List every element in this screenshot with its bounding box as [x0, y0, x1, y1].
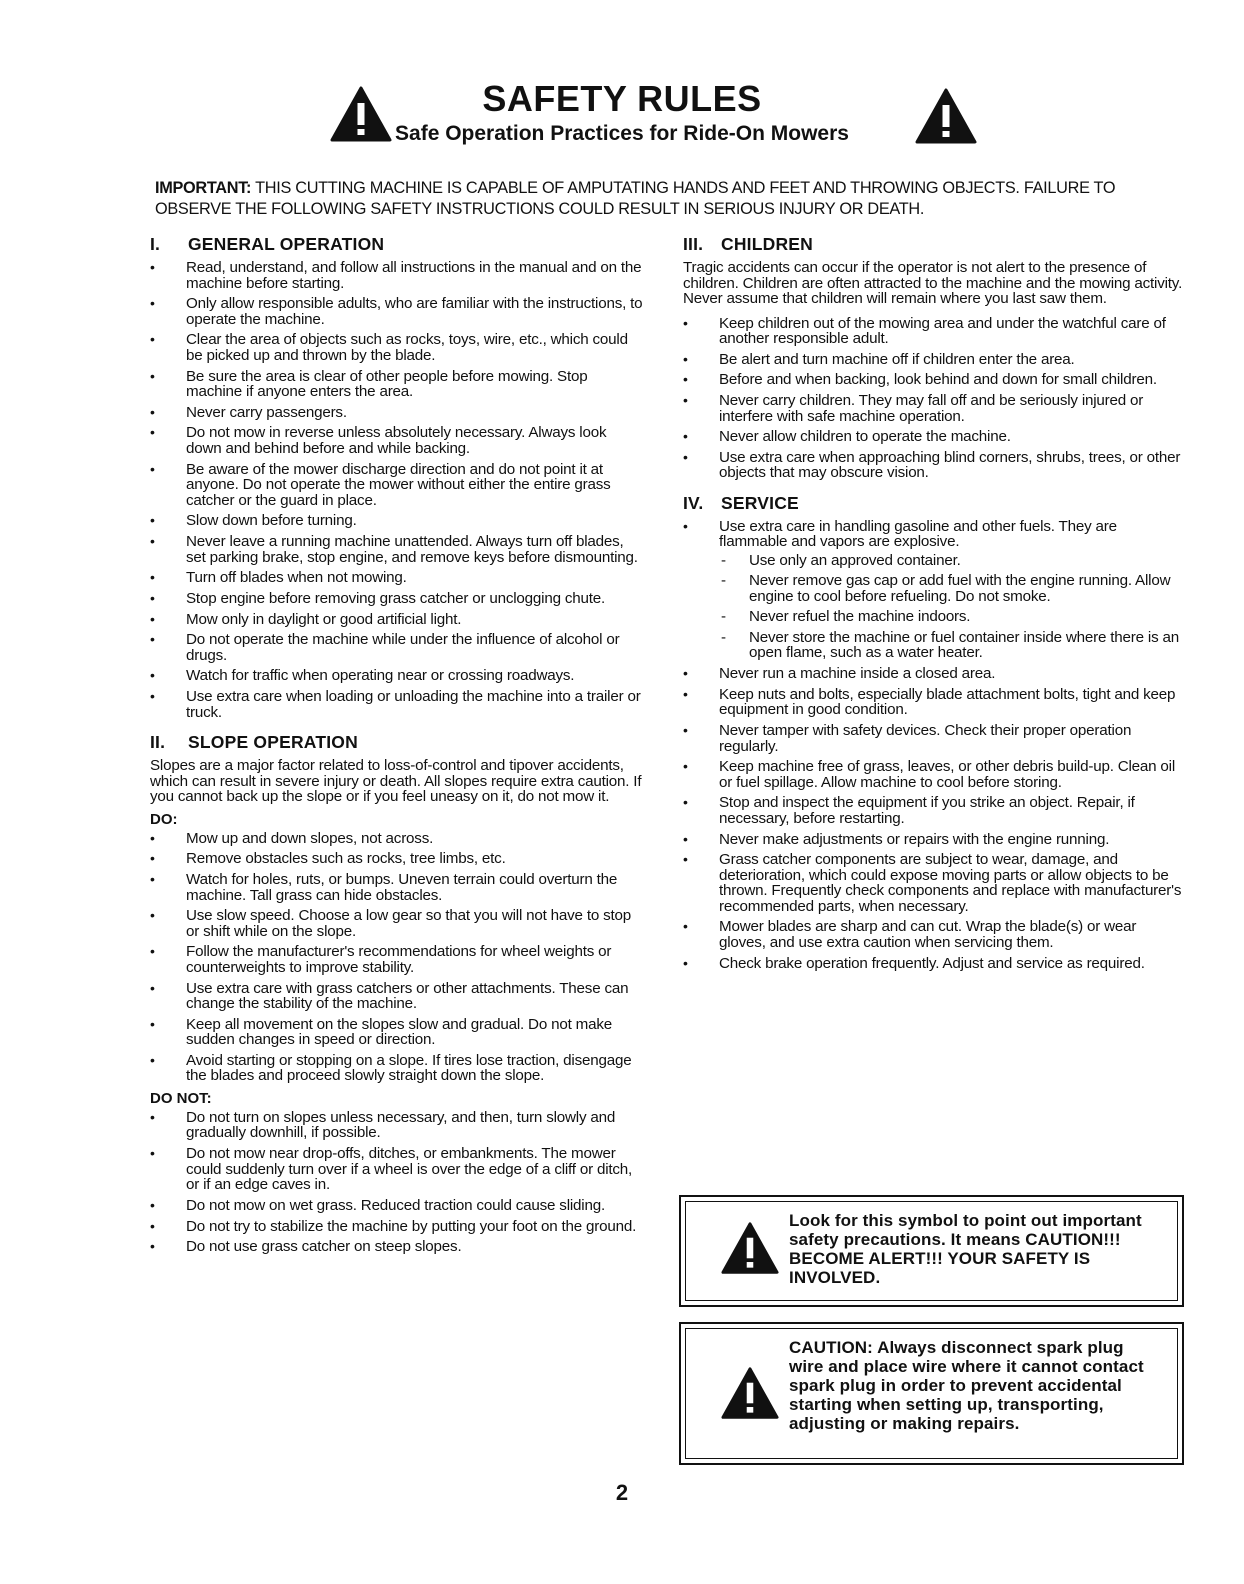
- caution-box-text: CAUTION: Always disconnect spark plug wire and place wire where it cannot contact spark plug in order to prevent accidental starting when setting up, transporting, adjusting or making repairs.: [789, 1338, 1144, 1433]
- list-item: • Watch for traffic when operating near or crossing roadways.: [150, 668, 645, 684]
- list-item: • Keep machine free of grass, leaves, or other debris build-up. Clean oil or fuel spillage. Allow machine to cool before storing.: [683, 759, 1183, 790]
- section-number: IV.: [683, 492, 704, 513]
- list-item: • Follow the manufacturer's recommendations for wheel weights or counterweights to improve stability.: [150, 944, 645, 975]
- list-item: • Never run a machine inside a closed area.: [683, 666, 1183, 682]
- list-item: • Use extra care when approaching blind corners, shrubs, trees, or other objects that may obscure vision.: [683, 450, 1183, 481]
- section-number: III.: [683, 234, 704, 254]
- children-list: [683, 316, 1183, 481]
- important-text: THIS CUTTING MACHINE IS CAPABLE OF AMPUTATING HANDS AND FEET AND THROWING OBJECTS. FAILURE TO OBSERVE THE FOLLOWING SAFETY INSTRUCTIONS COULD RESULT IN SERIOUS INJURY OR DEATH.: [155, 179, 1116, 218]
- list-item: • Be alert and turn machine off if children enter the area.: [683, 352, 1183, 368]
- warning-triangle-icon: [721, 1221, 779, 1275]
- list-item: • Do not mow near drop-offs, ditches, or embankments. The mower could suddenly turn over if a wheel is over the edge of a cliff or ditch, or if an edge caves in.: [150, 1146, 645, 1193]
- list-item: • Never make adjustments or repairs with the engine running.: [683, 832, 1183, 848]
- list-item: • Use slow speed. Choose a low gear so that you will not have to stop or shift while on the slope.: [150, 908, 645, 939]
- section-heading-slope: [150, 732, 645, 753]
- list-item: • Keep children out of the mowing area and under the watchful care of another responsible adult.: [683, 316, 1183, 347]
- section-title: GENERAL OPERATION: [188, 234, 385, 254]
- section-title: SERVICE: [721, 492, 799, 513]
- list-item: • Stop engine before removing grass catcher or unclogging chute.: [150, 591, 645, 607]
- section-title: CHILDREN: [721, 234, 814, 254]
- service-list: [683, 519, 1183, 971]
- slope-intro: Slopes are a major factor related to loss-of-control and tipover accidents, which can result in severe injury or death. All slopes require extra caution. If you cannot back up the slope or if you feel uneasy on it, do not mow it.: [150, 757, 642, 806]
- slope-do-not-list: [150, 1110, 645, 1255]
- list-item: • Watch for holes, ruts, or bumps. Uneven terrain could overturn the machine. Tall grass can hide obstacles.: [150, 872, 645, 903]
- sub-list-item: - Use only an approved container.: [719, 553, 1183, 569]
- list-item: • Remove obstacles such as rocks, tree limbs, etc.: [150, 851, 645, 867]
- section-title: SLOPE OPERATION: [188, 732, 358, 753]
- general-operation-list: [150, 260, 645, 720]
- sub-list-item: - Never refuel the machine indoors.: [719, 609, 1183, 625]
- section-number: II.: [150, 732, 166, 753]
- list-item: • Check brake operation frequently. Adjust and service as required.: [683, 956, 1183, 972]
- page-title: SAFETY RULES: [482, 78, 762, 119]
- list-item: • Do not use grass catcher on steep slopes.: [150, 1239, 645, 1255]
- list-item: • Never tamper with safety devices. Check their proper operation regularly.: [683, 723, 1183, 754]
- list-item: • Mower blades are sharp and can cut. Wrap the blade(s) or wear gloves, and use extra caution when servicing them.: [683, 919, 1183, 950]
- list-item: • Do not mow in reverse unless absolutely necessary. Always look down and behind before and while backing.: [150, 425, 645, 456]
- list-item: • Never leave a running machine unattended. Always turn off blades, set parking brake, stop engine, and remove keys before dismounting.: [150, 534, 645, 565]
- list-item: • Never allow children to operate the machine.: [683, 429, 1183, 445]
- page-subtitle: Safe Operation Practices for Ride-On Mowers: [395, 122, 849, 145]
- list-item: • Do not mow on wet grass. Reduced traction could cause sliding.: [150, 1198, 645, 1214]
- do-not-label: DO NOT:: [150, 1089, 212, 1107]
- page-number: 2: [615, 1480, 629, 1505]
- list-item: • Do not operate the machine while under the influence of alcohol or drugs.: [150, 632, 645, 663]
- list-item: • Be sure the area is clear of other people before mowing. Stop machine if anyone enters the area.: [150, 369, 645, 400]
- list-item: • Be aware of the mower discharge direction and do not point it at anyone. Do not operate the mower without either the entire grass catcher or the guard in place.: [150, 462, 645, 509]
- list-item: [683, 519, 1183, 661]
- list-item: • Slow down before turning.: [150, 513, 645, 529]
- list-item: • Do not turn on slopes unless necessary, and then, turn slowly and gradually downhill, if possible.: [150, 1110, 645, 1141]
- section-heading-children: [683, 234, 1183, 255]
- children-intro: Tragic accidents can occur if the operator is not alert to the presence of children. Children are often attracted to the machine and the mowing activity. Never assume that children will remain where you last saw them.: [683, 259, 1183, 307]
- sub-list-item: - Never remove gas cap or add fuel with the engine running. Allow engine to cool before refueling. Do not smoke.: [719, 573, 1183, 604]
- right-column: [683, 230, 1183, 976]
- warning-triangle-icon: [721, 1366, 779, 1420]
- list-item: • Keep nuts and bolts, especially blade attachment bolts, tight and keep equipment in good condition.: [683, 687, 1183, 718]
- list-item: • Mow up and down slopes, not across.: [150, 831, 645, 847]
- section-heading-service: [683, 493, 1183, 514]
- section-number: I.: [150, 234, 161, 254]
- list-item: • Grass catcher components are subject to wear, damage, and deterioration, which could expose moving parts or allow objects to be thrown. Frequently check components and replace with manufacturer's recommended parts, when necessary.: [683, 852, 1183, 914]
- list-item: • Use extra care with grass catchers or other attachments. These can change the stability of the machine.: [150, 981, 645, 1012]
- list-item: • Never carry children. They may fall off and be seriously injured or interfere with safe machine operation.: [683, 393, 1183, 424]
- symbol-box-text: Look for this symbol to point out important safety precautions. It means CAUTION!!! BECOME ALERT!!! YOUR SAFETY IS INVOLVED.: [789, 1211, 1142, 1287]
- list-item: • Only allow responsible adults, who are familiar with the instructions, to operate the machine.: [150, 296, 645, 327]
- list-item: • Do not try to stabilize the machine by putting your foot on the ground.: [150, 1219, 645, 1235]
- section-heading-general: [150, 234, 645, 255]
- left-column: [150, 230, 645, 1260]
- list-item: • Avoid starting or stopping on a slope. If tires lose traction, disengage the blades and proceed slowly straight down the slope.: [150, 1053, 645, 1084]
- warning-triangle-icon: [915, 88, 977, 144]
- page-header: [0, 78, 1244, 158]
- list-item: • Use extra care when loading or unloading the machine into a trailer or truck.: [150, 689, 645, 720]
- caution-box: [679, 1322, 1184, 1465]
- list-item: • Never carry passengers.: [150, 405, 645, 421]
- list-item: • Keep all movement on the slopes slow and gradual. Do not make sudden changes in speed or direction.: [150, 1017, 645, 1048]
- sub-list-item: - Never store the machine or fuel container inside where there is an open flame, such as a water heater.: [719, 630, 1183, 661]
- list-item: • Read, understand, and follow all instructions in the manual and on the machine before starting.: [150, 260, 645, 291]
- list-item: • Clear the area of objects such as rocks, toys, wire, etc., which could be picked up and thrown by the blade.: [150, 332, 645, 363]
- important-label: IMPORTANT:: [155, 179, 252, 197]
- safety-symbol-box: [679, 1195, 1184, 1307]
- fuel-sublist: [719, 553, 1183, 661]
- list-item: • Stop and inspect the equipment if you strike an object. Repair, if necessary, before restarting.: [683, 795, 1183, 826]
- do-label: DO:: [150, 810, 178, 828]
- list-item: • Before and when backing, look behind and down for small children.: [683, 372, 1183, 388]
- important-notice: [155, 178, 1185, 220]
- list-item: • Turn off blades when not mowing.: [150, 570, 645, 586]
- slope-do-list: [150, 831, 645, 1084]
- fuel-item-text: Use extra care in handling gasoline and other fuels. They are flammable and vapors are explosive.: [719, 517, 1117, 551]
- list-item: • Mow only in daylight or good artificial light.: [150, 612, 645, 628]
